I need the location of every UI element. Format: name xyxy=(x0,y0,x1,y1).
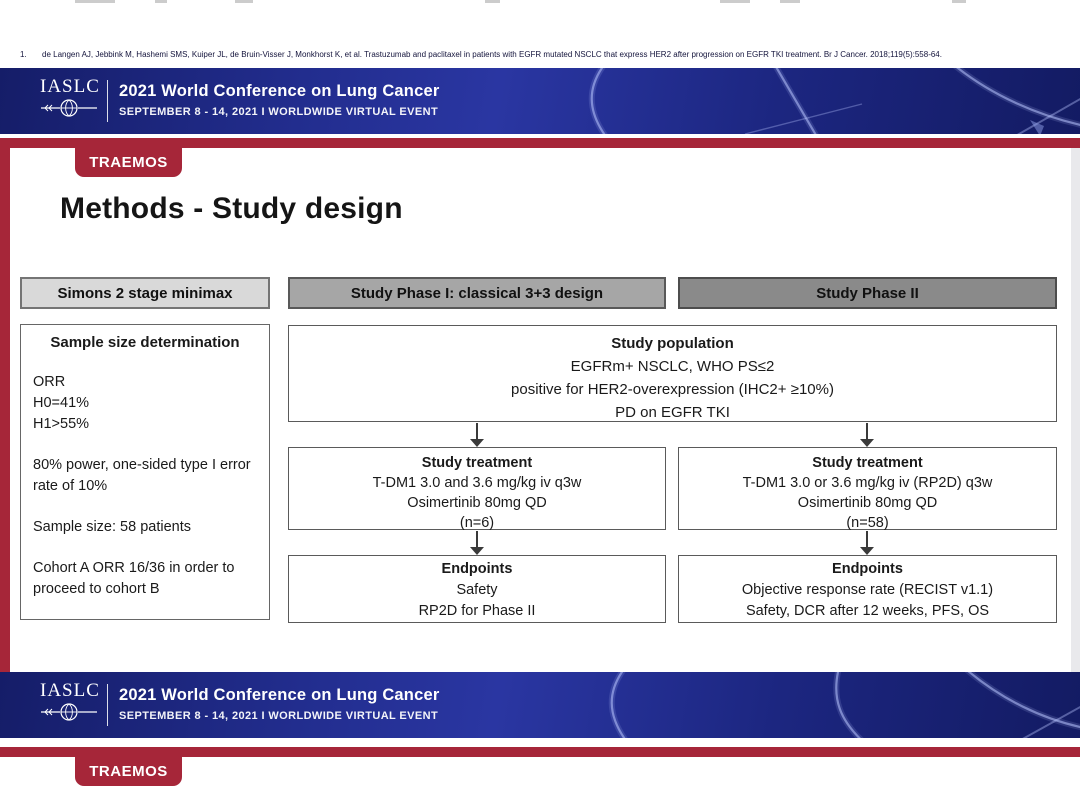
study-population-box xyxy=(288,325,1057,422)
traemos-badge-top: TRAEMOS xyxy=(75,148,182,177)
study-population-title: Study population xyxy=(611,335,734,352)
red-accent-bar-bottom xyxy=(0,747,1080,757)
clipped-text-fragment xyxy=(720,0,750,3)
iaslc-logo xyxy=(40,681,98,727)
banner-divider xyxy=(107,80,108,122)
clipped-text-fragment xyxy=(75,0,115,3)
conference-title: 2021 World Conference on Lung Cancer xyxy=(119,686,440,704)
endpoints-title: Endpoints xyxy=(441,561,513,577)
conference-title: 2021 World Conference on Lung Cancer xyxy=(119,82,440,100)
conference-banner-top xyxy=(0,68,1080,134)
study-treatment-title: Study treatment xyxy=(812,455,923,471)
population-line: PD on EGFR TKI xyxy=(615,404,730,421)
endpoints-phase1-box xyxy=(288,555,666,623)
sample-line: H1>55% xyxy=(33,416,90,432)
endpoints-title: Endpoints xyxy=(832,561,903,577)
endpoints-line: Safety xyxy=(456,582,498,598)
flow-arrow-down xyxy=(470,423,484,447)
iaslc-emblem-icon xyxy=(41,98,97,118)
page-edge-gutter xyxy=(1071,148,1080,672)
red-accent-bar-left xyxy=(0,138,10,672)
sample-paragraph: Sample size: 58 patients xyxy=(33,519,191,535)
slide-title: Methods - Study design xyxy=(60,192,403,225)
clipped-text-fragment xyxy=(155,0,167,3)
iaslc-logo-text: IASLC xyxy=(40,76,100,97)
endpoints-line: Safety, DCR after 12 weeks, PFS, OS xyxy=(745,603,990,619)
clipped-text-fragment xyxy=(952,0,966,3)
conference-subtitle: SEPTEMBER 8 - 14, 2021 I WORLDWIDE VIRTUAL EVENT xyxy=(119,106,439,118)
sample-size-title: Sample size determination xyxy=(50,334,240,351)
clipped-text-fragment xyxy=(235,0,253,3)
flow-arrow-down xyxy=(860,531,874,555)
column-header-simons: Simons 2 stage minimax xyxy=(20,277,270,309)
iaslc-logo xyxy=(40,77,98,123)
flow-arrow-down xyxy=(470,531,484,555)
treatment-line: Osimertinib 80mg QD xyxy=(407,495,547,511)
citation-number: 1. xyxy=(20,50,27,59)
conference-subtitle: SEPTEMBER 8 - 14, 2021 I WORLDWIDE VIRTUAL EVENT xyxy=(119,710,439,722)
study-treatment-phase2-box xyxy=(678,447,1057,530)
endpoints-line: Objective response rate (RECIST v1.1) xyxy=(741,582,994,598)
clipped-text-fragment xyxy=(780,0,800,3)
iaslc-emblem-icon xyxy=(41,702,97,722)
column-header-phase1: Study Phase I: classical 3+3 design xyxy=(288,277,666,309)
sample-size-box xyxy=(20,324,270,620)
endpoints-phase2-box xyxy=(678,555,1057,623)
conference-banner-bottom xyxy=(0,672,1080,738)
red-accent-bar-top xyxy=(0,138,1080,148)
sample-line: ORR xyxy=(33,374,66,390)
treatment-line: T-DM1 3.0 and 3.6 mg/kg iv q3w xyxy=(372,475,582,491)
endpoints-line: RP2D for Phase II xyxy=(418,603,536,619)
study-treatment-title: Study treatment xyxy=(421,455,533,471)
treatment-line: (n=58) xyxy=(846,515,889,531)
sample-paragraph: Cohort A ORR 16/36 in order to proceed to cohort B xyxy=(33,560,235,597)
sample-line: H0=41% xyxy=(33,395,90,411)
population-line: positive for HER2-overexpression (IHC2+ ≥10%) xyxy=(511,381,834,398)
flow-arrow-down xyxy=(860,423,874,447)
sample-paragraph: 80% power, one-sided type I error rate of 10% xyxy=(33,457,251,494)
treatment-line: (n=6) xyxy=(459,515,495,531)
traemos-badge-bottom: TRAEMOS xyxy=(75,757,182,786)
citation-text: de Langen AJ, Jebbink M, Hashemi SMS, Kuiper JL, de Bruin-Visser J, Monkhorst K, et al. Trastuzumab and paclitaxel in patients with EGFR mutated NSCLC that express HER2 after progression on EGFR TKI treatment. Br J Cancer. 2018;119(5):558-64. xyxy=(42,50,942,59)
banner-divider xyxy=(107,684,108,726)
treatment-line: T-DM1 3.0 or 3.6 mg/kg iv (RP2D) q3w xyxy=(742,475,993,491)
population-line: EGFRm+ NSCLC, WHO PS≤2 xyxy=(570,358,775,375)
study-treatment-phase1-box xyxy=(288,447,666,530)
reference-citation xyxy=(20,50,1060,59)
clipped-text-fragment xyxy=(485,0,500,3)
column-header-phase2: Study Phase II xyxy=(678,277,1057,309)
iaslc-logo-text: IASLC xyxy=(40,680,100,701)
treatment-line: Osimertinib 80mg QD xyxy=(797,495,938,511)
